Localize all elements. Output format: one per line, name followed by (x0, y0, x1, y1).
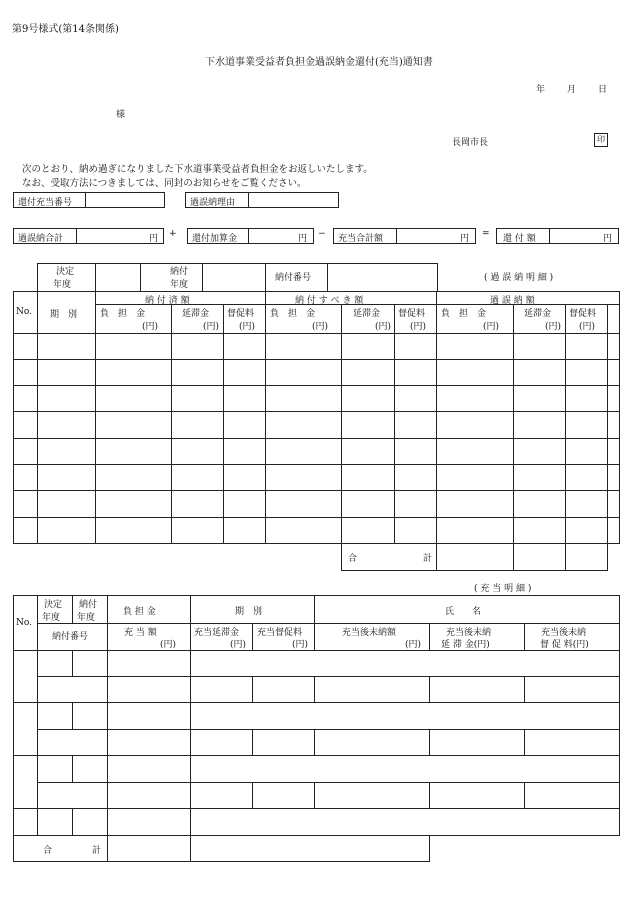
t1-due-burden-unit: (円) (312, 322, 329, 332)
t2-total-label-1: 合 (43, 846, 53, 856)
refund-amount-yen: 円 (603, 234, 613, 244)
overpaid-reason-field (185, 192, 339, 208)
refund-add-yen: 円 (298, 234, 308, 244)
t2-total-label-2: 計 (92, 846, 102, 856)
t2-applied-dun-unit: (円) (292, 640, 309, 650)
overpaid-total-label: 過誤納合計 (18, 234, 64, 244)
t2-burden: 負 担 金 (123, 607, 156, 617)
t2-unpaid-delay-2: 延 滞 金(円) (441, 640, 490, 650)
refund-add-label: 還付加算金 (192, 234, 238, 244)
body-line-1: 次のとおり、納め過ぎになりました下水道事業受益者負担金をお返しいたします。 (22, 164, 373, 175)
plus-sign: + (169, 229, 177, 239)
date-year-label: 年 (536, 85, 546, 95)
t1-col-no: No. (16, 307, 32, 317)
t2-applied-amount-unit: (円) (160, 640, 177, 650)
overpaid-total-yen: 円 (149, 234, 159, 244)
t1-group-paid: 納 付 済 額 (145, 296, 190, 306)
applied-total-label: 充当合計額 (338, 234, 384, 244)
t2-unpaid-after: 充当後未納額 (342, 628, 397, 638)
form-number: 第9号様式(第14条関係) (12, 24, 119, 35)
date-day-label: 日 (598, 85, 608, 95)
t1-decision-label: 決定 (56, 267, 75, 277)
t2-unpaid-delay-1: 充当後未納 (446, 628, 492, 638)
seal-stamp: 印 (594, 133, 608, 147)
minus-sign: − (318, 229, 326, 239)
t1-over-delay-unit: (円) (545, 322, 562, 332)
equals-sign: = (482, 229, 490, 239)
refund-amount-field (496, 228, 619, 244)
t1-due-dun-unit: (円) (410, 322, 427, 332)
t1-due-delay: 延滞金 (353, 309, 381, 319)
applied-total-field (333, 228, 476, 244)
t2-payment-no: 納付番号 (52, 632, 89, 642)
t1-over-delay: 延滞金 (524, 309, 552, 319)
t1-group-due: 納 付 す べ き 額 (295, 296, 364, 306)
t1-due-delay-unit: (円) (375, 322, 392, 332)
t2-applied-dun: 充当督促料 (257, 628, 303, 638)
t2-name: 氏 名 (445, 607, 482, 617)
t2-section-title: ( 充 当 明 細 ) (474, 584, 532, 594)
t1-over-burden: 負 担 金 (441, 309, 487, 319)
t1-paid-burden: 負 担 金 (100, 309, 146, 319)
t1-paid-delay: 延滞金 (182, 309, 210, 319)
t2-applied-delay-unit: (円) (230, 640, 247, 650)
t1-group-overpaid: 過 誤 納 額 (490, 296, 535, 306)
t1-payment-no-label: 納付番号 (275, 273, 312, 283)
t2-unpaid-dun-2: 督 促 料(円) (540, 640, 589, 650)
overpaid-total-field (13, 228, 164, 244)
t2-payment: 納付 (79, 600, 98, 610)
refund-amount-label: 還 付 額 (503, 234, 536, 244)
issuer-name: 長岡市長 (452, 138, 489, 148)
t1-paid-dun: 督促料 (227, 309, 255, 319)
refund-number-field (13, 192, 165, 208)
body-line-2: なお、受取方法につきましては、同封のお知らせをご覧ください。 (22, 178, 307, 189)
t1-paid-delay-unit: (円) (203, 322, 220, 332)
t1-over-dun-unit: (円) (579, 322, 596, 332)
overpaid-reason-label: 過誤納理由 (190, 198, 236, 208)
t2-unpaid-after-unit: (円) (405, 640, 422, 650)
t1-payment-year-label: 年度 (170, 280, 189, 290)
t1-total-label-1: 合 (348, 554, 358, 564)
t1-decision-year-label: 年度 (53, 280, 72, 290)
t1-over-dun: 督促料 (569, 309, 597, 319)
t1-paid-burden-unit: (円) (142, 322, 159, 332)
t1-due-dun: 督促料 (398, 309, 426, 319)
t1-over-burden-unit: (円) (483, 322, 500, 332)
t2-period: 期 別 (235, 607, 263, 617)
t2-payment-year: 年度 (77, 613, 96, 623)
t2-col-no: No. (16, 618, 32, 628)
t1-total-label-2: 計 (423, 554, 433, 564)
addressee-suffix: 様 (116, 110, 126, 120)
t2-unpaid-dun-1: 充当後未納 (541, 628, 587, 638)
t2-decision-year: 年度 (42, 613, 61, 623)
t1-due-burden: 負 担 金 (270, 309, 316, 319)
t1-section-title: ( 過 誤 納 明 細 ) (484, 273, 554, 283)
t2-applied-delay: 充当延滞金 (194, 628, 240, 638)
t1-col-period: 期 別 (50, 310, 78, 320)
t1-paid-dun-unit: (円) (239, 322, 256, 332)
applied-total-yen: 円 (460, 234, 470, 244)
date-month-label: 月 (567, 85, 577, 95)
refund-number-label: 還付充当番号 (18, 198, 73, 208)
t1-payment-label: 納付 (170, 267, 189, 277)
t2-decision: 決定 (44, 600, 63, 610)
document-title: 下水道事業受益者負担金過誤納金還付(充当)通知書 (205, 57, 433, 68)
t2-applied-amount: 充 当 額 (124, 628, 157, 638)
refund-add-field (187, 228, 314, 244)
